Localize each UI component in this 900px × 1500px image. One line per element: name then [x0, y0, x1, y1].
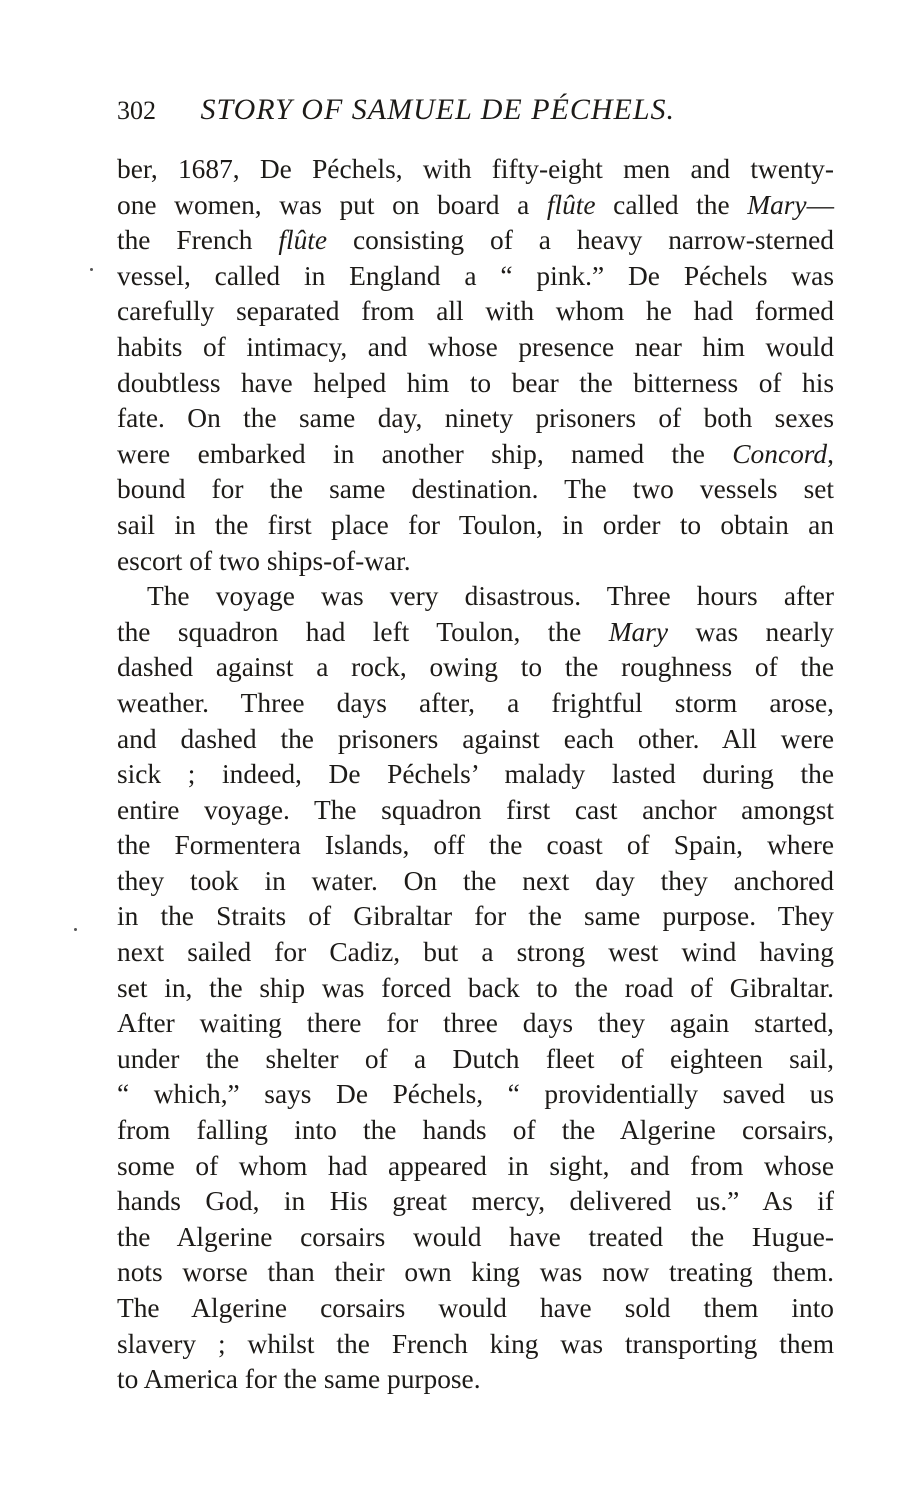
text-line — [117, 472, 834, 508]
text-run: ber, 1687, De Péchels, with fifty-eight men and twenty- — [117, 154, 834, 184]
text-run: in the Straits of Gibraltar for the same purpose. They — [117, 901, 834, 932]
text-line — [117, 259, 834, 295]
italic-text: flûte — [546, 189, 596, 220]
text-line — [117, 1255, 834, 1291]
text-line — [117, 899, 834, 935]
text-run: habits of intimacy, and whose presence near him would — [117, 331, 834, 362]
text-line — [117, 188, 834, 224]
text-run: slavery ; whilst the French king was transporting them — [117, 1328, 834, 1359]
text-line — [117, 757, 834, 793]
text-run: was nearly — [668, 616, 834, 647]
text-run: they took in water. On the next day they anchored — [117, 865, 834, 896]
text-line — [117, 508, 834, 544]
margin-speck — [90, 268, 93, 271]
text-line — [117, 437, 834, 473]
text-line — [117, 793, 834, 829]
italic-text: Mary — [608, 616, 669, 647]
running-title: STORY OF SAMUEL DE PÉCHELS. — [200, 93, 676, 126]
text-run: some of whom had appeared in sight, and from whose — [117, 1150, 834, 1181]
text-run: one women, was put on board a — [117, 189, 547, 220]
text-run: , — [827, 438, 834, 469]
text-run: bound for the same destination. The two vessels set — [117, 474, 834, 505]
text-line — [117, 366, 834, 402]
text-line — [117, 544, 834, 580]
text-run: the French — [117, 225, 279, 256]
text-run: escort of two ships-of-war. — [117, 545, 411, 576]
text-run: carefully separated from all with whom he had formed — [117, 296, 834, 327]
text-run: the squadron had left Toulon, the — [117, 616, 609, 647]
text-run: fate. On the same day, ninety prisoners of both sexes — [117, 403, 834, 434]
text-line — [117, 864, 834, 900]
text-line — [117, 1327, 834, 1363]
text-run: hands God, in His great mercy, delivered us.” As if — [117, 1186, 834, 1217]
text-line — [117, 294, 834, 330]
text-run: set in, the ship was forced back to the road of Gibraltar. — [117, 972, 834, 1003]
text-run: under the shelter of a Dutch fleet of eighteen sail, — [117, 1043, 834, 1074]
text-line — [117, 935, 834, 971]
text-run: dashed against a rock, owing to the roughness of the — [117, 652, 834, 683]
text-run: The Algerine corsairs would have sold them into — [117, 1293, 834, 1323]
text-line — [117, 401, 834, 437]
text-run: consisting of a heavy narrow-sterned — [327, 225, 834, 256]
text-line — [117, 152, 834, 188]
text-line — [117, 1291, 834, 1327]
text-run: entire voyage. The squadron first cast anchor amongst — [117, 794, 834, 825]
text-line — [117, 330, 834, 366]
text-run: next sailed for Cadiz, but a strong west wind having — [117, 937, 834, 968]
italic-text: flûte — [278, 225, 328, 256]
text-run: the Algerine corsairs would have treated the Hugue- — [117, 1221, 834, 1252]
page-number: 302 — [117, 96, 156, 125]
text-run: and dashed the prisoners against each other. All were — [117, 723, 834, 754]
text-run: vessel, called in England a “ pink.” De Péchels was — [117, 260, 834, 291]
text-line — [117, 1113, 834, 1149]
text-line — [117, 579, 834, 615]
text-run: The voyage was very disastrous. Three hours after — [147, 581, 834, 612]
text-line — [117, 828, 834, 864]
text-line — [117, 1006, 834, 1042]
text-run: weather. Three days after, a frightful storm arose, — [117, 687, 834, 718]
text-run: the Formentera Islands, off the coast of Spain, where — [117, 830, 834, 861]
text-line — [117, 1362, 834, 1398]
text-run: nots worse than their own king was now treating them. — [117, 1257, 834, 1288]
body-text — [117, 152, 834, 1398]
text-run: to America for the same purpose. — [117, 1364, 481, 1395]
text-line — [117, 1220, 834, 1256]
text-run: doubtless have helped him to bear the bitterness of his — [117, 367, 834, 398]
italic-text: Mary — [747, 189, 807, 220]
running-head — [117, 92, 837, 129]
text-run: from falling into the hands of the Algerine corsairs, — [117, 1115, 834, 1146]
margin-speck — [74, 928, 77, 931]
text-line — [117, 650, 834, 686]
text-line — [117, 686, 834, 722]
text-line — [117, 971, 834, 1007]
text-line — [117, 1077, 834, 1113]
text-line — [117, 1184, 834, 1220]
text-run: sick ; indeed, De Péchels’ malady lasted during the — [117, 759, 834, 790]
text-run: were embarked in another ship, named the — [117, 438, 733, 469]
text-line — [117, 722, 834, 758]
text-line — [117, 615, 834, 651]
italic-text: Concord — [732, 438, 828, 469]
text-run: After waiting there for three days they again started, — [117, 1008, 834, 1039]
text-run: “ which,” says De Péchels, “ providentially saved us — [117, 1079, 834, 1110]
text-run: — — [806, 189, 834, 220]
text-run: sail in the first place for Toulon, in order to obtain an — [117, 509, 834, 540]
text-line — [117, 1149, 834, 1185]
text-run: called the — [595, 189, 748, 220]
text-line — [117, 1042, 834, 1078]
text-line — [117, 223, 834, 259]
